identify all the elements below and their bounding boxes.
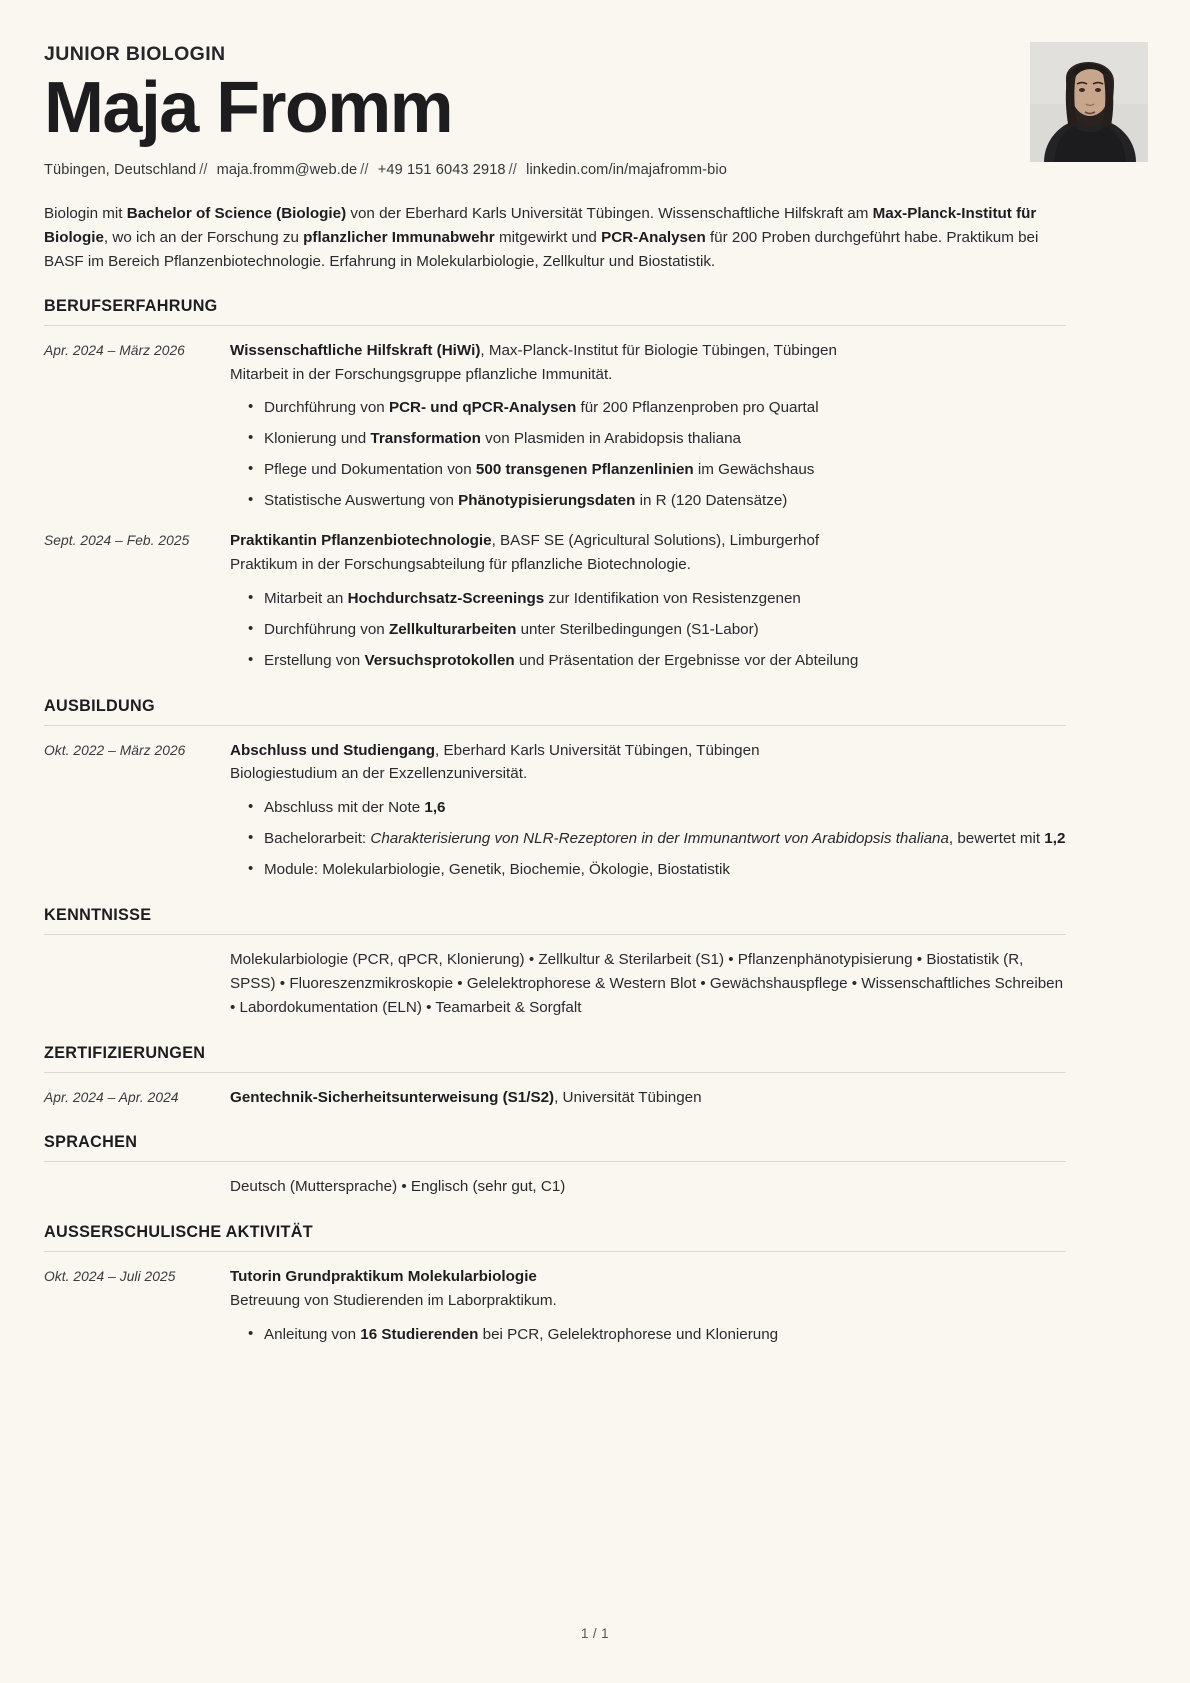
languages-block [44, 1175, 1066, 1199]
languages-text: Deutsch (Muttersprache) • Englisch (sehr gut, C1) [230, 1178, 566, 1196]
entry-date: Apr. 2024 – Apr. 2024 [44, 1089, 179, 1105]
entry-date: Okt. 2022 – März 2026 [44, 742, 186, 758]
bullet-item: • Statistische Auswertung von Phänotypisierungsdaten in R (120 Datensätze) [264, 489, 1066, 513]
contact-phone[interactable]: +49 151 6043 2918 [377, 162, 506, 179]
bullet-item: • Durchführung von Zellkulturarbeiten unter Sterilbedingungen (S1-Labor) [264, 618, 1066, 642]
entry-body [230, 529, 1066, 672]
entry-subtitle: Praktikum in der Forschungsabteilung für pflanzliche Biotechnologie. [230, 555, 691, 573]
contact-linkedin[interactable]: linkedin.com/in/majafromm-bio [526, 162, 727, 179]
candidate-name: Maja Fromm [44, 68, 453, 149]
bullet-item: • Bachelorarbeit: Charakterisierung von NLR-Rezeptoren in der Immunantwort von Arabidopsis thaliana, bewertet mit 1,2 [264, 827, 1066, 851]
skills-block [44, 948, 1066, 1020]
bullet-item: • Anleitung von 16 Studierenden bei PCR, Gelelektrophorese und Klonierung [264, 1323, 1066, 1347]
entry-body [230, 1086, 1066, 1110]
experience-entries [44, 339, 1066, 672]
section-certifications [44, 1044, 1066, 1110]
bullet-item: • Erstellung von Versuchsprotokollen und Präsentation der Ergebnisse vor der Abteilung [264, 649, 1066, 673]
skills-text: Molekularbiologie (PCR, qPCR, Klonierung) • Zellkultur & Sterilarbeit (S1) • Pflanzenphänotypisierung • Biostatistik (R, SPSS) • Fluoreszenzmikroskopie • Gelelektrophorese & Western Blot • Gewächshauspflege • Wissenschaftliches Schreiben • Labordokumentation (ELN) • Teamarbeit & Sorgfalt [230, 950, 1064, 1016]
section-education [44, 697, 1066, 882]
entry-date: Sept. 2024 – Feb. 2025 [44, 533, 190, 549]
section-title-certifications: ZERTIFIZIERUNGEN [44, 1043, 206, 1062]
bullet-list [230, 396, 1066, 513]
section-divider [44, 1251, 1066, 1252]
entry-title: Wissenschaftliche Hilfskraft (HiWi), Max-Planck-Institut für Biologie Tübingen, Tübingen [230, 342, 837, 360]
section-divider [44, 1161, 1066, 1162]
section-divider [44, 1072, 1066, 1073]
bullet-list [230, 587, 1066, 673]
section-languages [44, 1133, 1066, 1199]
page-footer: 1 / 1 [580, 1626, 610, 1641]
entry-body [230, 739, 1066, 882]
section-divider [44, 934, 1066, 935]
contact-separator-3: // [508, 162, 517, 179]
entry-title: Tutorin Grundpraktikum Molekularbiologie [230, 1268, 537, 1286]
section-experience [44, 297, 1066, 672]
entry [44, 339, 1066, 513]
bullet-item: • Durchführung von PCR- und qPCR-Analysen für 200 Pflanzenproben pro Quartal [264, 396, 1066, 420]
resume-content [44, 42, 1066, 1347]
contact-separator-1: // [199, 162, 208, 179]
entry-title: Praktikantin Pflanzenbiotechnologie, BASF SE (Agricultural Solutions), Limburgerhof [230, 532, 820, 550]
entry-date: Okt. 2024 – Juli 2025 [44, 1269, 176, 1285]
date-column-spacer [44, 1175, 230, 1199]
bullet-item: • Mitarbeit an Hochdurchsatz-Screenings zur Identifikation von Resistenzgenen [264, 587, 1066, 611]
extracurricular-entries [44, 1265, 1066, 1346]
job-title: JUNIOR BIOLOGIN [44, 43, 226, 65]
contact-location: Tübingen, Deutschland [44, 162, 197, 179]
entry-subtitle: Mitarbeit in der Forschungsgruppe pflanzliche Immunität. [230, 365, 613, 383]
section-divider [44, 725, 1066, 726]
bullet-item: • Pflege und Dokumentation von 500 transgenen Pflanzenlinien im Gewächshaus [264, 458, 1066, 482]
section-title-languages: SPRACHEN [44, 1133, 138, 1152]
bullet-item: • Klonierung und Transformation von Plasmiden in Arabidopsis thaliana [264, 427, 1066, 451]
education-entries [44, 739, 1066, 882]
bullet-list [230, 1323, 1066, 1347]
entry [44, 1265, 1066, 1346]
contact-separator-2: // [360, 162, 369, 179]
contact-line [44, 160, 1066, 182]
profile-photo [1030, 42, 1148, 162]
date-column-spacer [44, 948, 230, 1020]
bullet-list [230, 796, 1066, 882]
contact-email[interactable]: maja.fromm@web.de [216, 162, 358, 179]
entry [44, 739, 1066, 882]
entry [44, 529, 1066, 672]
bullet-item: • Module: Molekularbiologie, Genetik, Biochemie, Ökologie, Biostatistik [264, 858, 1066, 882]
resume-header [44, 42, 1066, 182]
bullet-item: • Abschluss mit der Note 1,6 [264, 796, 1066, 820]
professional-summary: Biologin mit Bachelor of Science (Biologie) von der Eberhard Karls Universität Tübingen. Wissenschaftliche Hilfskraft am Max-Planck-Institut für Biologie, wo ich an der Forschung zu pflanzlicher Immunabwehr mitgewirkt und PCR-Analysen für 200 Proben durchgeführt habe. Praktikum bei BASF im Bereich Pflanzenbiotechnologie. Erfahrung in Molekularbiologie, Zellkultur und Biostatistik. [44, 205, 1039, 270]
profile-photo-image [1030, 42, 1148, 162]
section-title-skills: KENNTNISSE [44, 905, 152, 924]
entry-date: Apr. 2024 – März 2026 [44, 343, 185, 359]
entry-title: Abschluss und Studiengang, Eberhard Karls Universität Tübingen, Tübingen [230, 741, 760, 759]
section-title-education: AUSBILDUNG [44, 696, 155, 715]
section-skills [44, 906, 1066, 1020]
entry-body [230, 339, 1066, 513]
section-title-extracurricular: AUSSERSCHULISCHE AKTIVITÄT [44, 1223, 313, 1242]
section-title-experience: BERUFSERFAHRUNG [44, 297, 218, 316]
entry [44, 1086, 1066, 1110]
entry-subtitle: Betreuung von Studierenden im Laborpraktikum. [230, 1291, 557, 1309]
section-divider [44, 325, 1066, 326]
entry-body [230, 1265, 1066, 1346]
certification-entries [44, 1086, 1066, 1110]
entry-subtitle: Biologiestudium an der Exzellenzuniversität. [230, 765, 528, 783]
entry-title: Gentechnik-Sicherheitsunterweisung (S1/S2), Universität Tübingen [230, 1088, 702, 1106]
section-extracurricular [44, 1223, 1066, 1346]
